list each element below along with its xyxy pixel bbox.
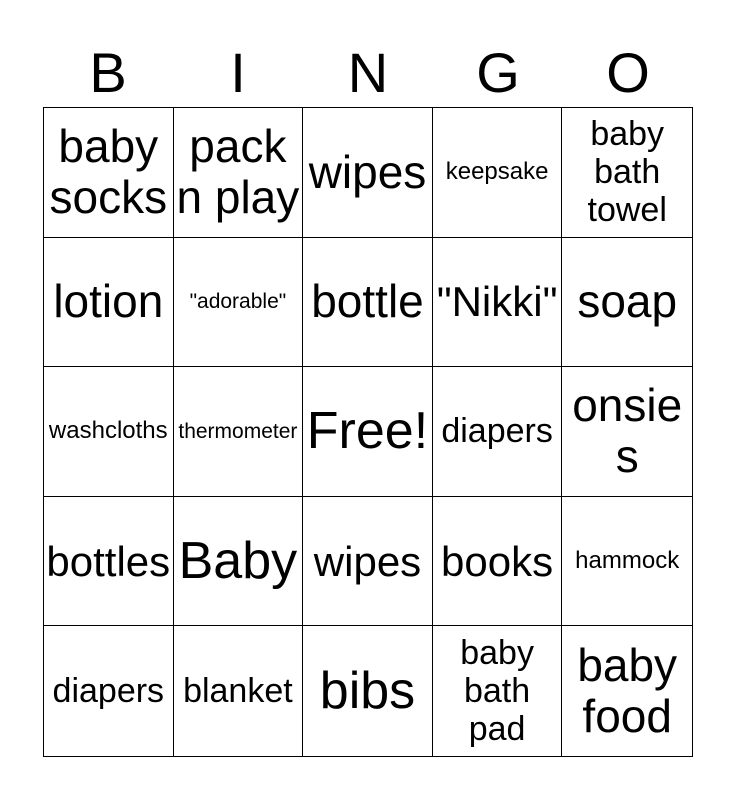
bingo-cell-text: onsie s	[572, 378, 683, 483]
bingo-cell[interactable]	[44, 367, 174, 497]
bingo-header	[43, 40, 693, 106]
bingo-cell-text: "Nikki"	[436, 278, 558, 326]
bingo-cell-text: pack n play	[176, 119, 300, 224]
bingo-cell[interactable]	[174, 238, 304, 368]
bingo-cell-text: soap	[577, 275, 678, 328]
bingo-cell-text: baby food	[577, 638, 678, 743]
bingo-cell[interactable]	[174, 367, 304, 497]
bingo-cell[interactable]	[562, 238, 692, 368]
bingo-cell-text: diapers	[441, 412, 553, 451]
header-letter-n: N	[347, 41, 389, 104]
bingo-cell-text: baby bath pad	[460, 634, 534, 749]
bingo-board	[43, 107, 693, 757]
bingo-cell-text: washcloths	[48, 417, 168, 445]
header-letter-i: I	[230, 41, 246, 104]
bingo-cell-text: bottles	[46, 537, 171, 585]
bingo-cell[interactable]	[44, 497, 174, 627]
bingo-cell-text: thermometer	[178, 419, 298, 443]
bingo-cell-text: Free!	[306, 402, 429, 461]
bingo-cell[interactable]	[174, 497, 304, 627]
bingo-cell-text: bibs	[319, 662, 416, 721]
bingo-cell[interactable]	[562, 108, 692, 238]
bingo-cell-text: "adorable"	[189, 290, 287, 314]
bingo-cell[interactable]	[303, 108, 433, 238]
header-letter-o: O	[606, 41, 650, 104]
header-letter-g: G	[476, 41, 520, 104]
bingo-cell[interactable]	[44, 238, 174, 368]
bingo-cell-text: bottle	[311, 275, 424, 328]
bingo-cell-text: Baby	[178, 531, 298, 590]
bingo-cell[interactable]	[433, 626, 563, 756]
bingo-cell[interactable]	[303, 238, 433, 368]
bingo-cell-text: wipes	[308, 145, 427, 198]
bingo-cell[interactable]	[303, 497, 433, 627]
bingo-cell[interactable]	[562, 626, 692, 756]
bingo-cell[interactable]	[433, 238, 563, 368]
bingo-cell[interactable]	[44, 626, 174, 756]
bingo-cell[interactable]	[303, 626, 433, 756]
bingo-cell-text: diapers	[52, 672, 165, 711]
bingo-cell-text: hammock	[575, 546, 680, 574]
bingo-cell[interactable]	[174, 108, 304, 238]
bingo-cell-text: baby socks	[49, 119, 168, 224]
bingo-cell-text: baby bath towel	[587, 115, 667, 230]
bingo-cell[interactable]	[562, 497, 692, 627]
bingo-cell-text: wipes	[313, 537, 422, 585]
bingo-cell[interactable]	[433, 497, 563, 627]
bingo-cell[interactable]	[303, 367, 433, 497]
bingo-cell-text: lotion	[53, 275, 164, 328]
bingo-cell-text: books	[441, 537, 554, 585]
bingo-cell-text: keepsake	[445, 157, 549, 185]
bingo-cell-text: blanket	[183, 672, 293, 711]
bingo-cell[interactable]	[174, 626, 304, 756]
bingo-cell[interactable]	[433, 367, 563, 497]
bingo-cell[interactable]	[433, 108, 563, 238]
bingo-cell[interactable]	[44, 108, 174, 238]
header-letter-b: B	[89, 41, 127, 104]
bingo-cell[interactable]	[562, 367, 692, 497]
